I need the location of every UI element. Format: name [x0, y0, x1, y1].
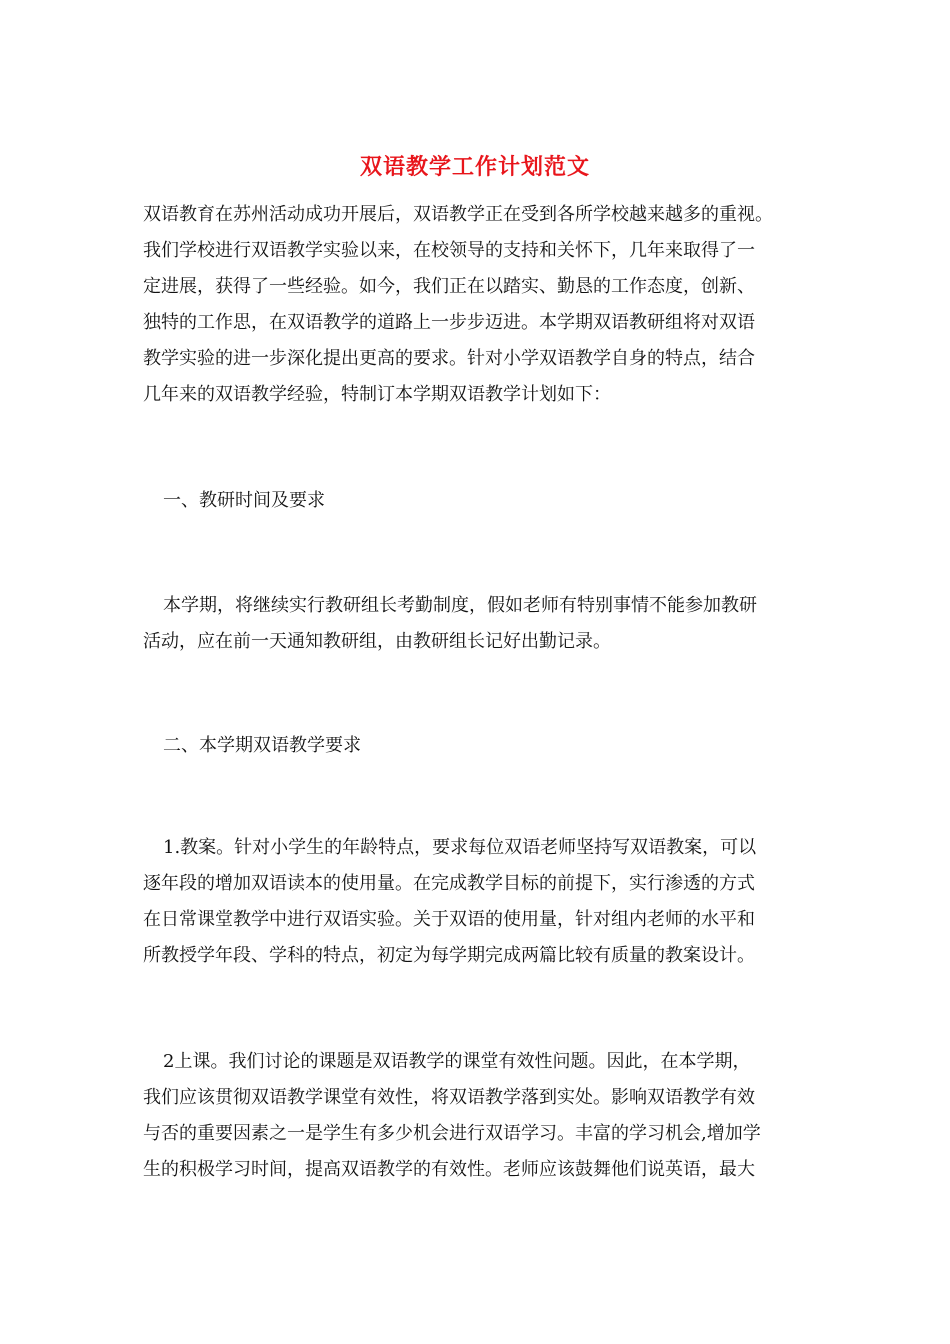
document-title: 双语教学工作计划范文 — [359, 154, 590, 180]
paragraph-attendance — [143, 588, 823, 660]
intro-line: 几年来的双语教学经验，特制订本学期双语教学计划如下： — [143, 384, 611, 405]
intro-line: 定进展，获得了一些经验。如今，我们正在以踏实、勤恳的工作态度，创新、 — [143, 276, 755, 297]
paragraph-line: 活动，应在前一天通知教研组，由教研组长记好出勤记录。 — [143, 631, 611, 652]
intro-line: 双语教育在苏州活动成功开展后，双语教学正在受到各所学校越来越多的重视。 — [143, 204, 773, 225]
section-heading-1: 一、教研时间及要求 — [163, 490, 325, 511]
paragraph-line: 生的积极学习时间，提高双语教学的有效性。老师应该鼓舞他们说英语，最大 — [143, 1159, 755, 1180]
paragraph-line: 所教授学年段、学科的特点，初定为每学期完成两篇比较有质量的教案设计。 — [143, 945, 755, 966]
paragraph-lesson-plan — [143, 830, 823, 974]
intro-paragraph — [143, 197, 823, 413]
paragraph-line: 1.教案。针对小学生的年龄特点，要求每位双语老师坚持写双语教案，可以 — [163, 837, 757, 858]
paragraph-line: 我们应该贯彻双语教学课堂有效性，将双语教学落到实处。影响双语教学有效 — [143, 1087, 755, 1108]
intro-line: 教学实验的进一步深化提出更高的要求。针对小学双语教学自身的特点，结合 — [143, 348, 755, 369]
paragraph-line: 2上课。我们讨论的课题是双语教学的课堂有效性问题。因此，在本学期， — [163, 1051, 751, 1072]
paragraph-line: 本学期，将继续实行教研组长考勤制度，假如老师有特别事情不能参加教研 — [163, 595, 757, 616]
section-heading-2: 二、本学期双语教学要求 — [163, 735, 361, 756]
paragraph-line: 与否的重要因素之一是学生有多少机会进行双语学习。丰富的学习机会,增加学 — [143, 1123, 761, 1144]
intro-line: 独特的工作思，在双语教学的道路上一步步迈进。本学期双语教研组将对双语 — [143, 312, 755, 333]
paragraph-class — [143, 1044, 823, 1188]
intro-line: 我们学校进行双语教学实验以来，在校领导的支持和关怀下，几年来取得了一 — [143, 240, 755, 261]
paragraph-line: 逐年段的增加双语读本的使用量。在完成教学目标的前提下，实行渗透的方式 — [143, 873, 755, 894]
paragraph-line: 在日常课堂教学中进行双语实验。关于双语的使用量，针对组内老师的水平和 — [143, 909, 755, 930]
